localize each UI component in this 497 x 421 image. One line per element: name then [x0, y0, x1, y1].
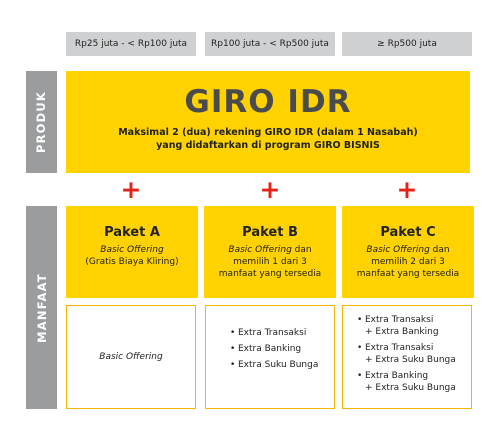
list-item: • Extra Suku Bunga: [230, 360, 319, 370]
benefit-a-text: Basic Offering: [99, 352, 163, 362]
list-item: • Extra Transaksi + Extra Banking: [357, 315, 439, 337]
paket-c-offering-suffix: dan: [429, 245, 450, 255]
bullet-icon: •: [230, 344, 236, 354]
paket-a-card: [66, 206, 198, 298]
paket-c-line-2: memilih 2 dari 3: [371, 257, 445, 267]
produk-title: GIRO IDR: [184, 84, 352, 120]
tier-header-1: Rp25 juta - < Rp100 juta: [66, 32, 196, 56]
plus-icon-1: +: [120, 175, 142, 204]
produk-desc-line-1: Maksimal 2 (dua) rekening GIRO IDR (dalam 1 Nasabah): [118, 127, 418, 138]
produk-label-text: PRODUK: [34, 90, 49, 154]
benefit-box-b: [205, 305, 335, 409]
list-item: • Extra Transaksi: [230, 328, 307, 338]
paket-c-description: [342, 244, 474, 280]
paket-b-line-2: memilih 1 dari 3: [233, 257, 307, 267]
bullet-icon: •: [230, 360, 236, 370]
benefit-box-c: [342, 305, 472, 409]
bullet-icon: •: [357, 371, 363, 381]
produk-box: [66, 71, 470, 173]
list-item: • Extra Transaksi + Extra Suku Bunga: [357, 343, 456, 365]
plus-icon-2: +: [259, 175, 281, 204]
paket-b-description: [204, 244, 336, 280]
tier-header-3: ≥ Rp500 juta: [342, 32, 472, 56]
bullet-icon: •: [357, 343, 363, 353]
paket-b-offering-suffix: dan: [291, 245, 312, 255]
paket-b-offering: Basic Offering: [228, 245, 292, 255]
manfaat-label-text: MANFAAT: [34, 272, 49, 343]
produk-side-label: [26, 71, 57, 173]
paket-b-name: Paket B: [242, 225, 298, 240]
bullet-icon: •: [230, 328, 236, 338]
bullet-icon: •: [357, 315, 363, 325]
benefit-box-a: [66, 305, 196, 409]
list-item: • Extra Banking + Extra Suku Bunga: [357, 371, 456, 393]
paket-c-card: [342, 206, 474, 298]
paket-b-line-3: manfaat yang tersedia: [218, 269, 322, 279]
paket-a-description: [66, 244, 198, 268]
paket-b-card: [204, 206, 336, 298]
benefit-c-list: [343, 306, 471, 394]
produk-description: [66, 126, 470, 152]
produk-desc-line-2: yang didaftarkan di program GIRO BISNIS: [156, 140, 380, 151]
benefit-b-list: [206, 306, 334, 371]
paket-a-offering: Basic Offering: [100, 245, 164, 255]
paket-c-line-3: manfaat yang tersedia: [356, 269, 460, 279]
tier-header-2: Rp100 juta - < Rp500 juta: [205, 32, 335, 56]
paket-a-name: Paket A: [104, 225, 160, 240]
plus-icon-3: +: [396, 175, 418, 204]
paket-c-offering: Basic Offering: [366, 245, 430, 255]
list-item: • Extra Banking: [230, 344, 302, 354]
paket-c-name: Paket C: [380, 225, 436, 240]
paket-a-line-2: (Gratis Biaya Kliring): [85, 257, 179, 267]
manfaat-side-label: [26, 206, 57, 409]
